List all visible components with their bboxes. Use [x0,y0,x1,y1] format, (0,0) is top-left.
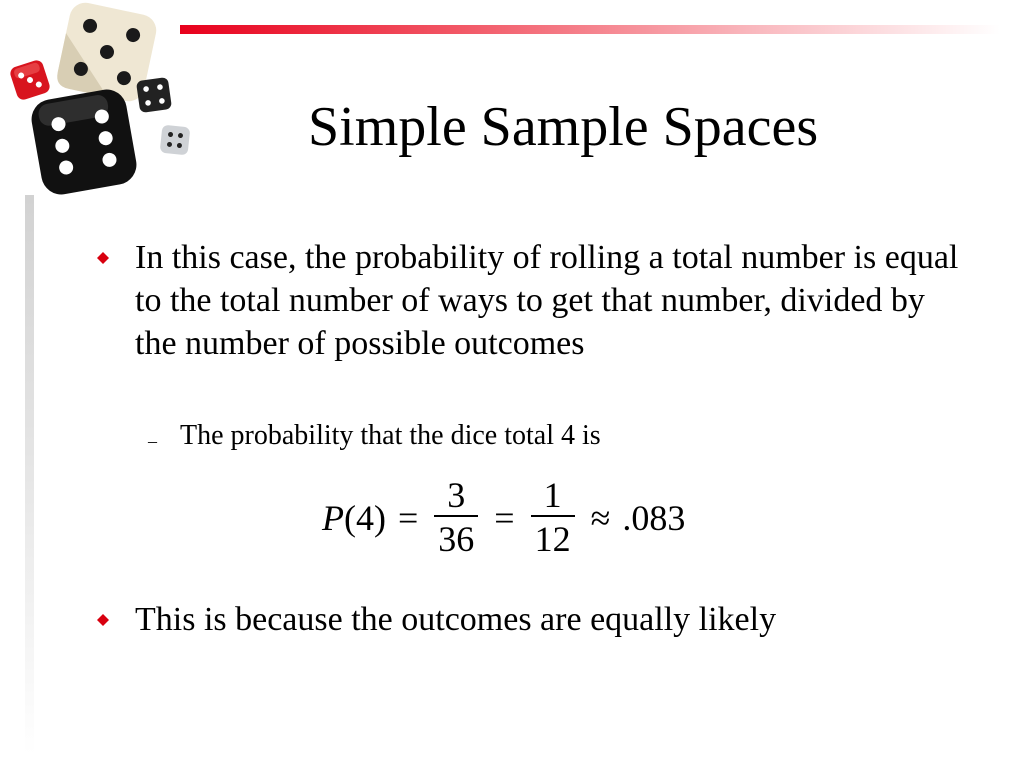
small-dark-die [136,77,172,113]
dice-icon [0,0,200,200]
black-die [28,86,139,197]
probability-formula [322,468,685,568]
tiny-gray-die [160,125,191,156]
side-accent-rule [25,195,34,755]
fraction-1-denominator: 36 [438,519,475,559]
fraction-2-denominator: 12 [534,519,571,559]
fraction-1-over-12 [531,475,575,561]
formula-equals-1: = [397,498,419,538]
fraction-2-numerator: 1 [543,475,562,515]
bullet-text-1: In this case, the probability of rolling a total number is equal to the total number of ways to get that number, divided by the number of possible outcomes [135,239,959,362]
formula-result: .083 [622,498,686,538]
sub-bullet-marker: – [148,431,157,451]
formula-approx: ≈ [590,498,611,538]
slide-title: Simple Sample Spaces [308,96,819,158]
bullet-text-2: This is because the outcomes are equally likely [135,601,777,638]
formula-equals-2: = [494,498,515,538]
title-accent-rule [180,25,1000,34]
formula-function: P [322,498,344,538]
diamond-bullet-icon [97,252,109,264]
red-die [9,59,52,102]
fraction-3-over-36 [434,475,478,561]
formula-argument: (4) [344,498,386,538]
diamond-bullet-icon [97,614,109,626]
sub-bullet-text: The probability that the dice total 4 is [180,420,601,451]
fraction-1-numerator: 3 [447,475,466,515]
